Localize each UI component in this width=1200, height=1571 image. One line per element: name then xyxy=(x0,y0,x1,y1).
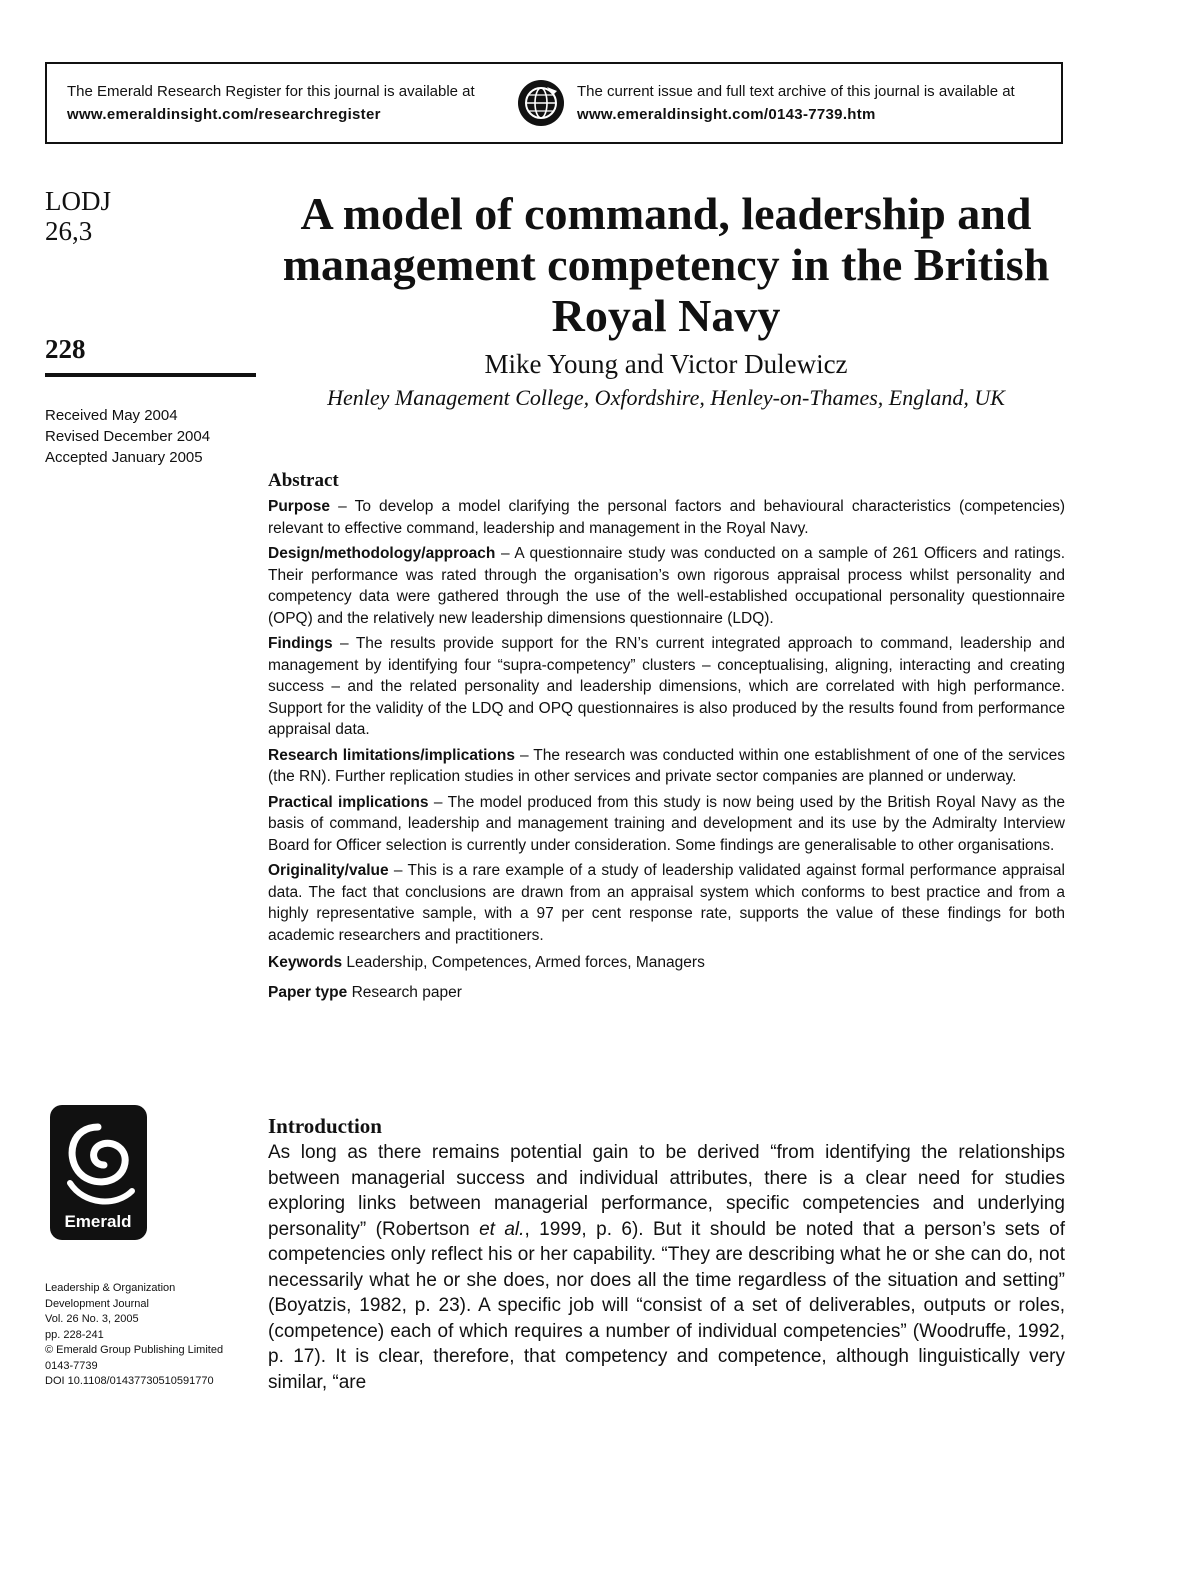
abstract-label: Originality/value xyxy=(268,862,389,879)
submission-dates xyxy=(45,405,210,468)
abstract-label: Purpose xyxy=(268,498,331,515)
abstract-text: – A questionnaire study was conducted on a sample of 261 Officers and ratings. Their performance was rated through the organisation’s own rigorous appraisal process whilst personality and competency data were gathered through the use of the well-established occupational personality questionnaire (OPQ) and the relatively new leadership dimensions questionnaire (LDQ). xyxy=(268,545,1065,627)
author-affiliation: Henley Management College, Oxfordshire, Henley-on-Thames, England, UK xyxy=(327,385,1005,410)
pub-line: Development Journal xyxy=(45,1297,149,1310)
revised-date: Revised December 2004 xyxy=(45,428,211,445)
abstract-limitations xyxy=(268,745,1065,788)
abstract-findings xyxy=(268,633,1065,741)
pub-line: pp. 228-241 xyxy=(45,1328,104,1341)
page-number: 228 xyxy=(45,334,86,364)
abstract-label: Findings xyxy=(268,635,333,652)
keywords xyxy=(268,952,1065,974)
research-register-text: The Emerald Research Register for this journal is available at xyxy=(67,83,475,100)
journal-code xyxy=(45,186,111,246)
abstract-label: Design/methodology/approach xyxy=(268,545,496,562)
abstract-text: – To develop a model clarifying the personal factors and behavioural characteristics (competencies) relevant to effective command, leadership and management in the Royal Navy. xyxy=(268,498,1065,537)
pub-line: Vol. 26 No. 3, 2005 xyxy=(45,1313,139,1325)
intro-text-part: , 1999, p. 6). But it should be noted that a person’s sets of competencies only reflect his or her capability. “They are describing what he or she can do, not necessarily what he or she does, nor does all the time regardless of the situation and setting” (Boyatzis, 1982, p. 23). A specific job will “consist of a set of deliverables, outputs or roles, (competence) each of which requires a number of individual competencies” (Woodruffe, 1992, p. 17). It is clear, therefore, that competency and competence, although linguistically very similar, “are xyxy=(268,1218,1066,1393)
received-date: Received May 2004 xyxy=(45,407,178,424)
accepted-date: Accepted January 2005 xyxy=(45,449,203,466)
abstract-text: – The model produced from this study is now being used by the British Royal Navy as the basis of command, leadership and management training and development and its use by the Admiralty Interview Board for Officer selection is currently under consideration. Some findings are generalisable to other organisations. xyxy=(268,793,1065,854)
abstract-text: – The results provide support for the RN’s current integrated approach to command, leadership and management by identifying four “supra-competency” clusters – conceptualising, aligning, interacting and creating success – and the related personality and leadership dimensions, which are correlated with high performance. Support for the validity of the LDQ and OPQ questionnaires is also produced by the results found from performance appraisal data. xyxy=(268,635,1065,738)
introduction-section xyxy=(268,1112,1065,1395)
emerald-logo-icon xyxy=(50,1105,147,1240)
full-text-archive-notice xyxy=(577,80,1015,126)
globe-icon xyxy=(517,79,565,127)
pub-line: DOI 10.1108/01437730510591770 xyxy=(45,1375,214,1387)
full-text-archive-link[interactable]: www.emeraldinsight.com/0143-7739.htm xyxy=(577,106,876,123)
pub-line: © Emerald Group Publishing Limited xyxy=(45,1344,224,1356)
keywords-list: Leadership, Competences, Armed forces, Managers xyxy=(346,954,705,971)
abstract-design xyxy=(268,543,1065,629)
keywords-label: Keywords xyxy=(268,954,343,971)
paper-type xyxy=(268,982,1065,1004)
full-text-archive-text: The current issue and full text archive of this journal is available at xyxy=(577,83,1015,100)
research-register-link[interactable]: www.emeraldinsight.com/researchregister xyxy=(67,106,381,123)
intro-etal: et al. xyxy=(479,1218,525,1240)
abstract-label: Practical implications xyxy=(268,793,429,811)
journal-availability-box xyxy=(45,62,1063,144)
research-register-notice xyxy=(67,80,475,126)
paper-type-label: Paper type xyxy=(268,983,348,1001)
introduction-paragraph xyxy=(268,1140,1065,1395)
introduction-heading: Introduction xyxy=(268,1114,382,1138)
abstract-label: Research limitations/implications xyxy=(268,746,515,764)
pub-line: Leadership & Organization xyxy=(45,1282,176,1294)
abstract-purpose xyxy=(268,496,1065,539)
volume-issue: 26,3 xyxy=(45,216,93,246)
abstract-heading: Abstract xyxy=(268,470,339,491)
article-title: A model of command, leadership and management competency in the British Royal Navy xyxy=(282,188,1050,341)
journal-abbrev: LODJ xyxy=(45,186,111,216)
pub-line: 0143-7739 xyxy=(45,1359,98,1372)
article-authors: Mike Young and Victor Dulewicz xyxy=(484,349,848,379)
intro-text-part: As long as there remains potential gain to be derived “from identifying the relationships between managerial success and individual attributes, there is a clear need for studies exploring links between managerial performance, specific competencies and underlying personality” (Robertson xyxy=(268,1142,1065,1240)
abstract-practical xyxy=(268,792,1065,857)
logo-wordmark: Emerald xyxy=(64,1212,132,1231)
abstract-originality xyxy=(268,860,1065,946)
abstract-text: – The research was conducted within one establishment of one of the services (the RN). Further replication studies in other services and private sector companies are planned or underway. xyxy=(268,746,1065,785)
publication-info xyxy=(45,1281,223,1390)
paper-type-value: Research paper xyxy=(351,983,462,1001)
page-number-rule xyxy=(45,373,256,377)
abstract-text: – This is a rare example of a study of leadership validated against formal performance appraisal data. The fact that conclusions are drawn from an appraisal system which conforms to best practice and from a highly representative sample, with a 97 per cent response rate, supports the value of these findings for both academic researchers and practitioners. xyxy=(268,862,1065,944)
abstract-section xyxy=(268,470,1065,1011)
